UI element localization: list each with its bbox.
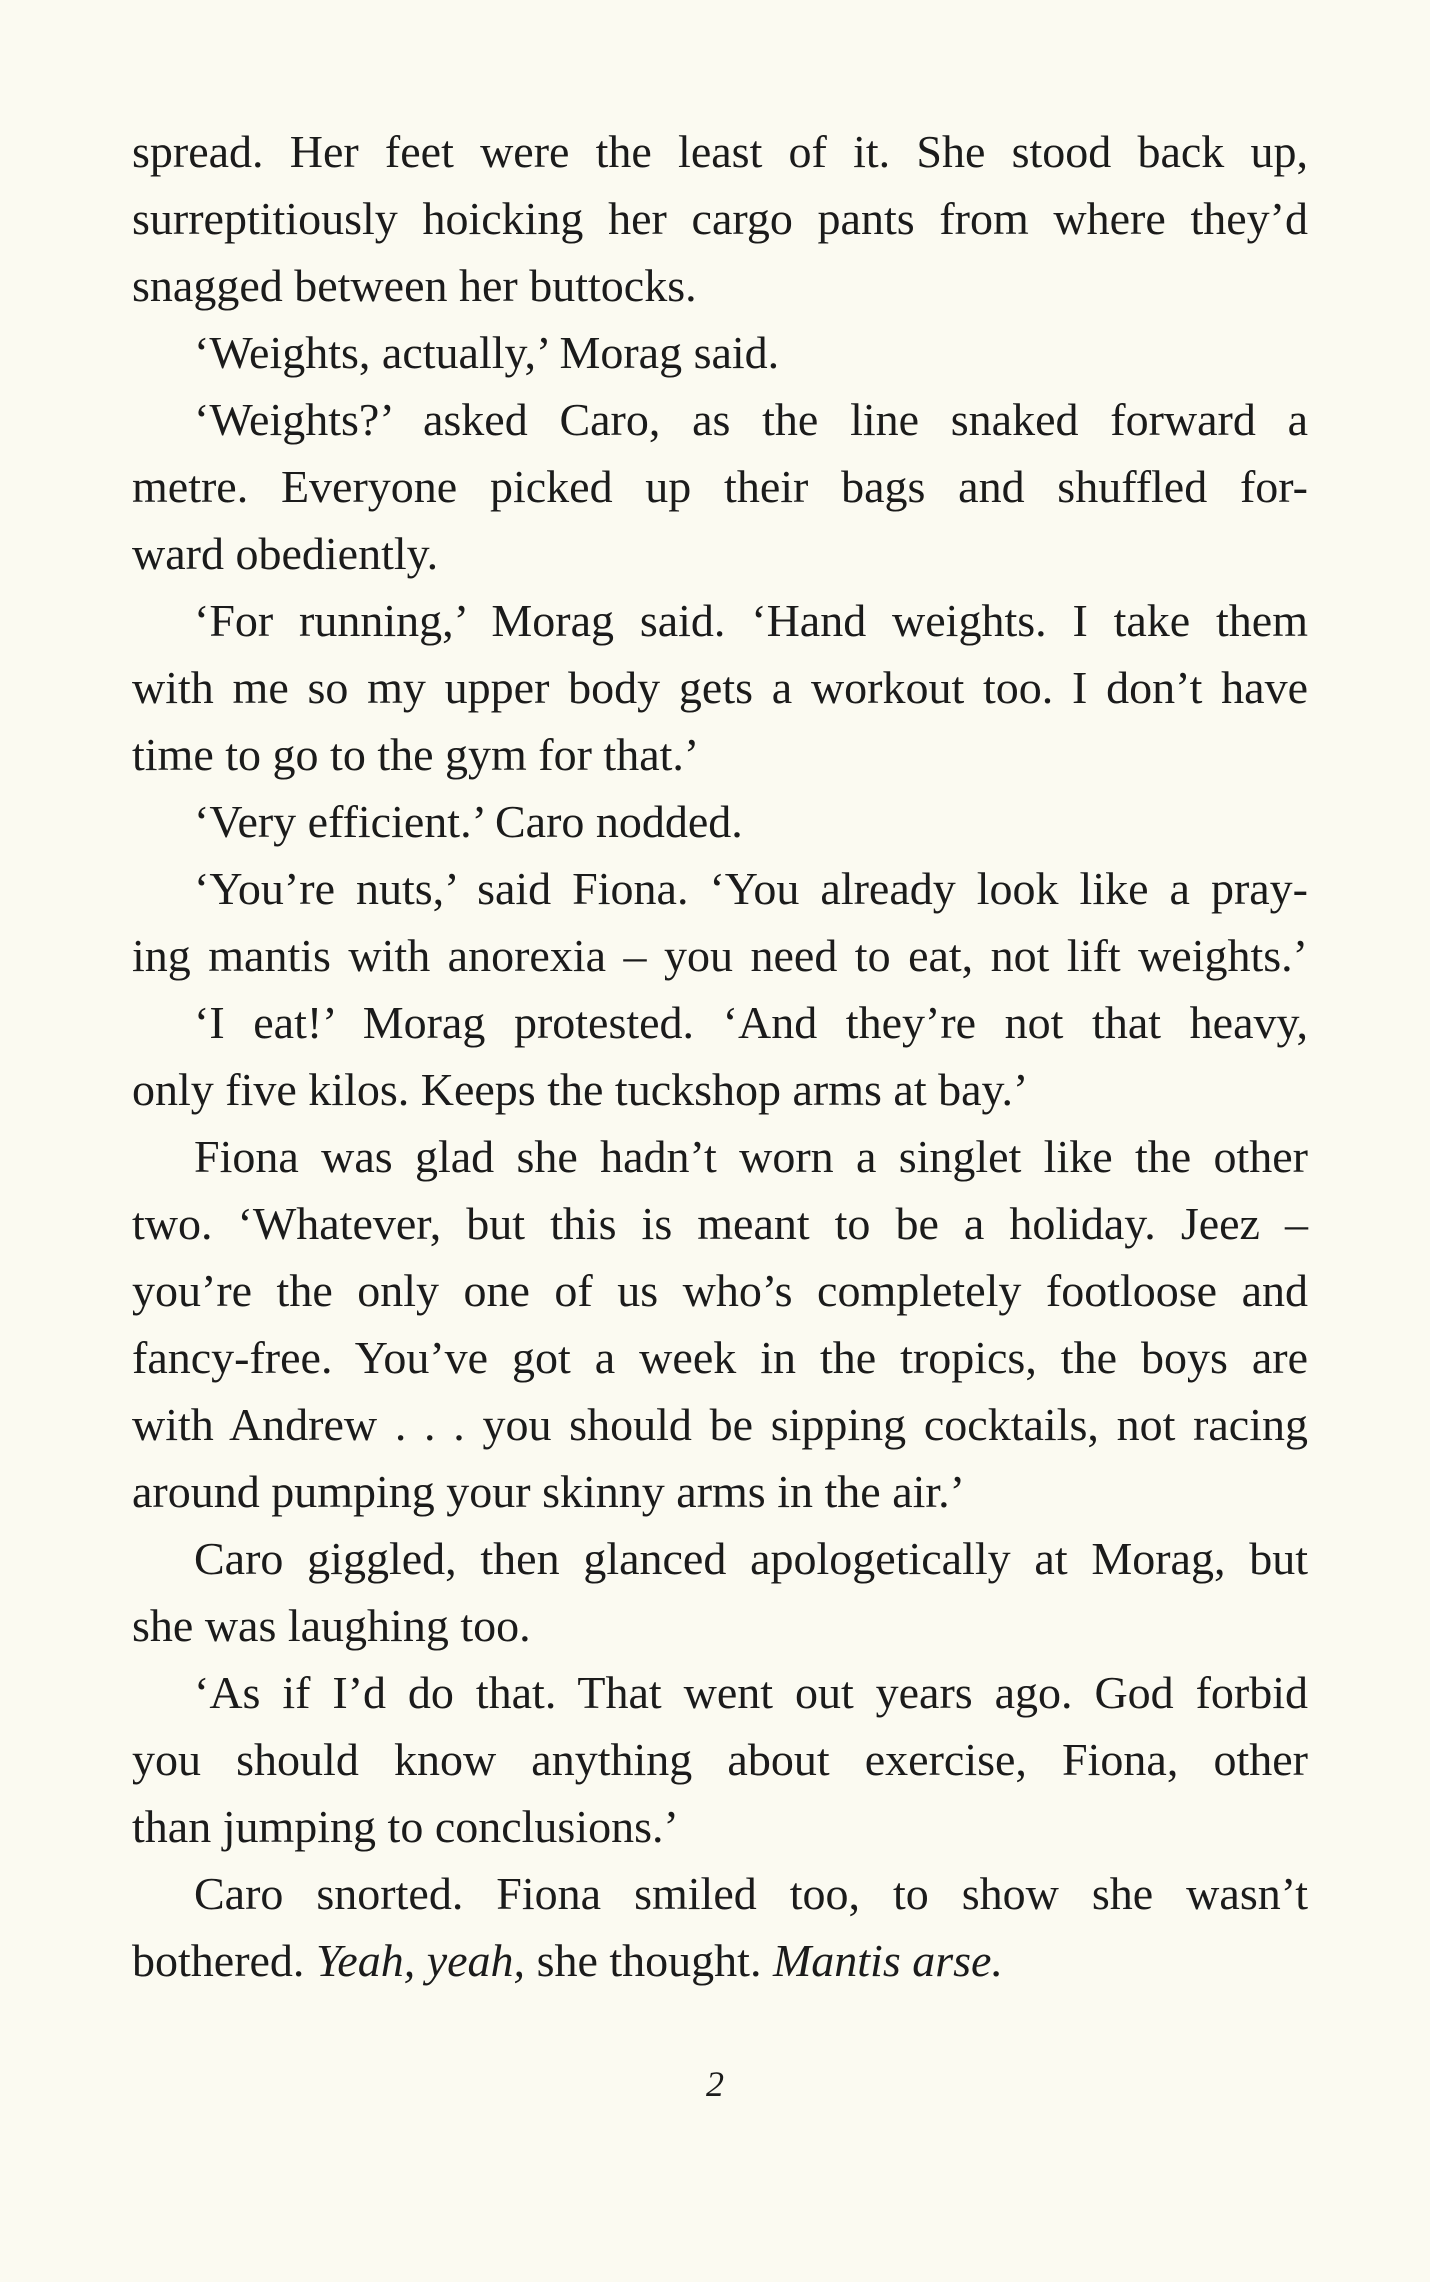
text-line: with me so my upper body gets a workout too. I don’t have <box>132 662 1308 713</box>
text-line: ‘For running,’ Morag said. ‘Hand weights. I take them <box>194 595 1308 646</box>
text-line: fancy-free. You’ve got a week in the tropics, the boys are <box>132 1332 1308 1383</box>
text-line: two. ‘Whatever, but this is meant to be a holiday. Jeez – <box>132 1198 1308 1249</box>
text-line: with Andrew . . . you should be sipping cocktails, not racing <box>132 1399 1308 1450</box>
text-line: ‘I eat!’ Morag protested. ‘And they’re not that heavy, <box>194 997 1308 1048</box>
text-line: around pumping your skinny arms in the air.’ <box>132 1466 965 1517</box>
text-line: you’re the only one of us who’s completely footloose and <box>132 1265 1308 1316</box>
last-line-part2: she thought. <box>525 1935 773 1986</box>
text-line: you should know anything about exercise, Fiona, other <box>132 1734 1308 1785</box>
text-line: she was laughing too. <box>132 1600 531 1651</box>
text-line: snagged between her buttocks. <box>132 260 697 311</box>
last-line-italic2: Mantis arse. <box>772 1935 1003 1986</box>
text-line: metre. Everyone picked up their bags and shuffled for- <box>132 461 1308 512</box>
text-line: Fiona was glad she hadn’t worn a singlet like the other <box>194 1131 1308 1182</box>
text-line-last <box>132 1927 1308 1994</box>
text-line: ‘Weights, actually,’ Morag said. <box>194 327 780 378</box>
text-line: Caro snorted. Fiona smiled too, to show she wasn’t <box>194 1868 1308 1919</box>
text-line: Caro giggled, then glanced apologetically at Morag, but <box>194 1533 1308 1584</box>
body-text <box>132 118 1308 1994</box>
text-line: surreptitiously hoicking her cargo pants from where they’d <box>132 193 1308 244</box>
last-line-part1: bothered. <box>132 1935 316 1986</box>
last-line-italic1: Yeah, yeah, <box>315 1935 526 1986</box>
text-line: ‘As if I’d do that. That went out years ago. God forbid <box>194 1667 1308 1718</box>
text-line: spread. Her feet were the least of it. She stood back up, <box>132 126 1308 177</box>
text-line: only five kilos. Keeps the tuckshop arms at bay.’ <box>132 1064 1029 1115</box>
text-line: ‘Weights?’ asked Caro, as the line snaked forward a <box>194 394 1308 445</box>
page-number: 2 <box>706 2064 724 2104</box>
text-line: time to go to the gym for that.’ <box>132 729 700 780</box>
text-line: ing mantis with anorexia – you need to eat, not lift weights.’ <box>132 930 1308 981</box>
text-line: than jumping to conclusions.’ <box>132 1801 679 1852</box>
text-line: ‘You’re nuts,’ said Fiona. ‘You already look like a pray- <box>194 863 1308 914</box>
text-line: ward obediently. <box>132 528 439 579</box>
text-line: ‘Very efficient.’ Caro nodded. <box>194 796 743 847</box>
